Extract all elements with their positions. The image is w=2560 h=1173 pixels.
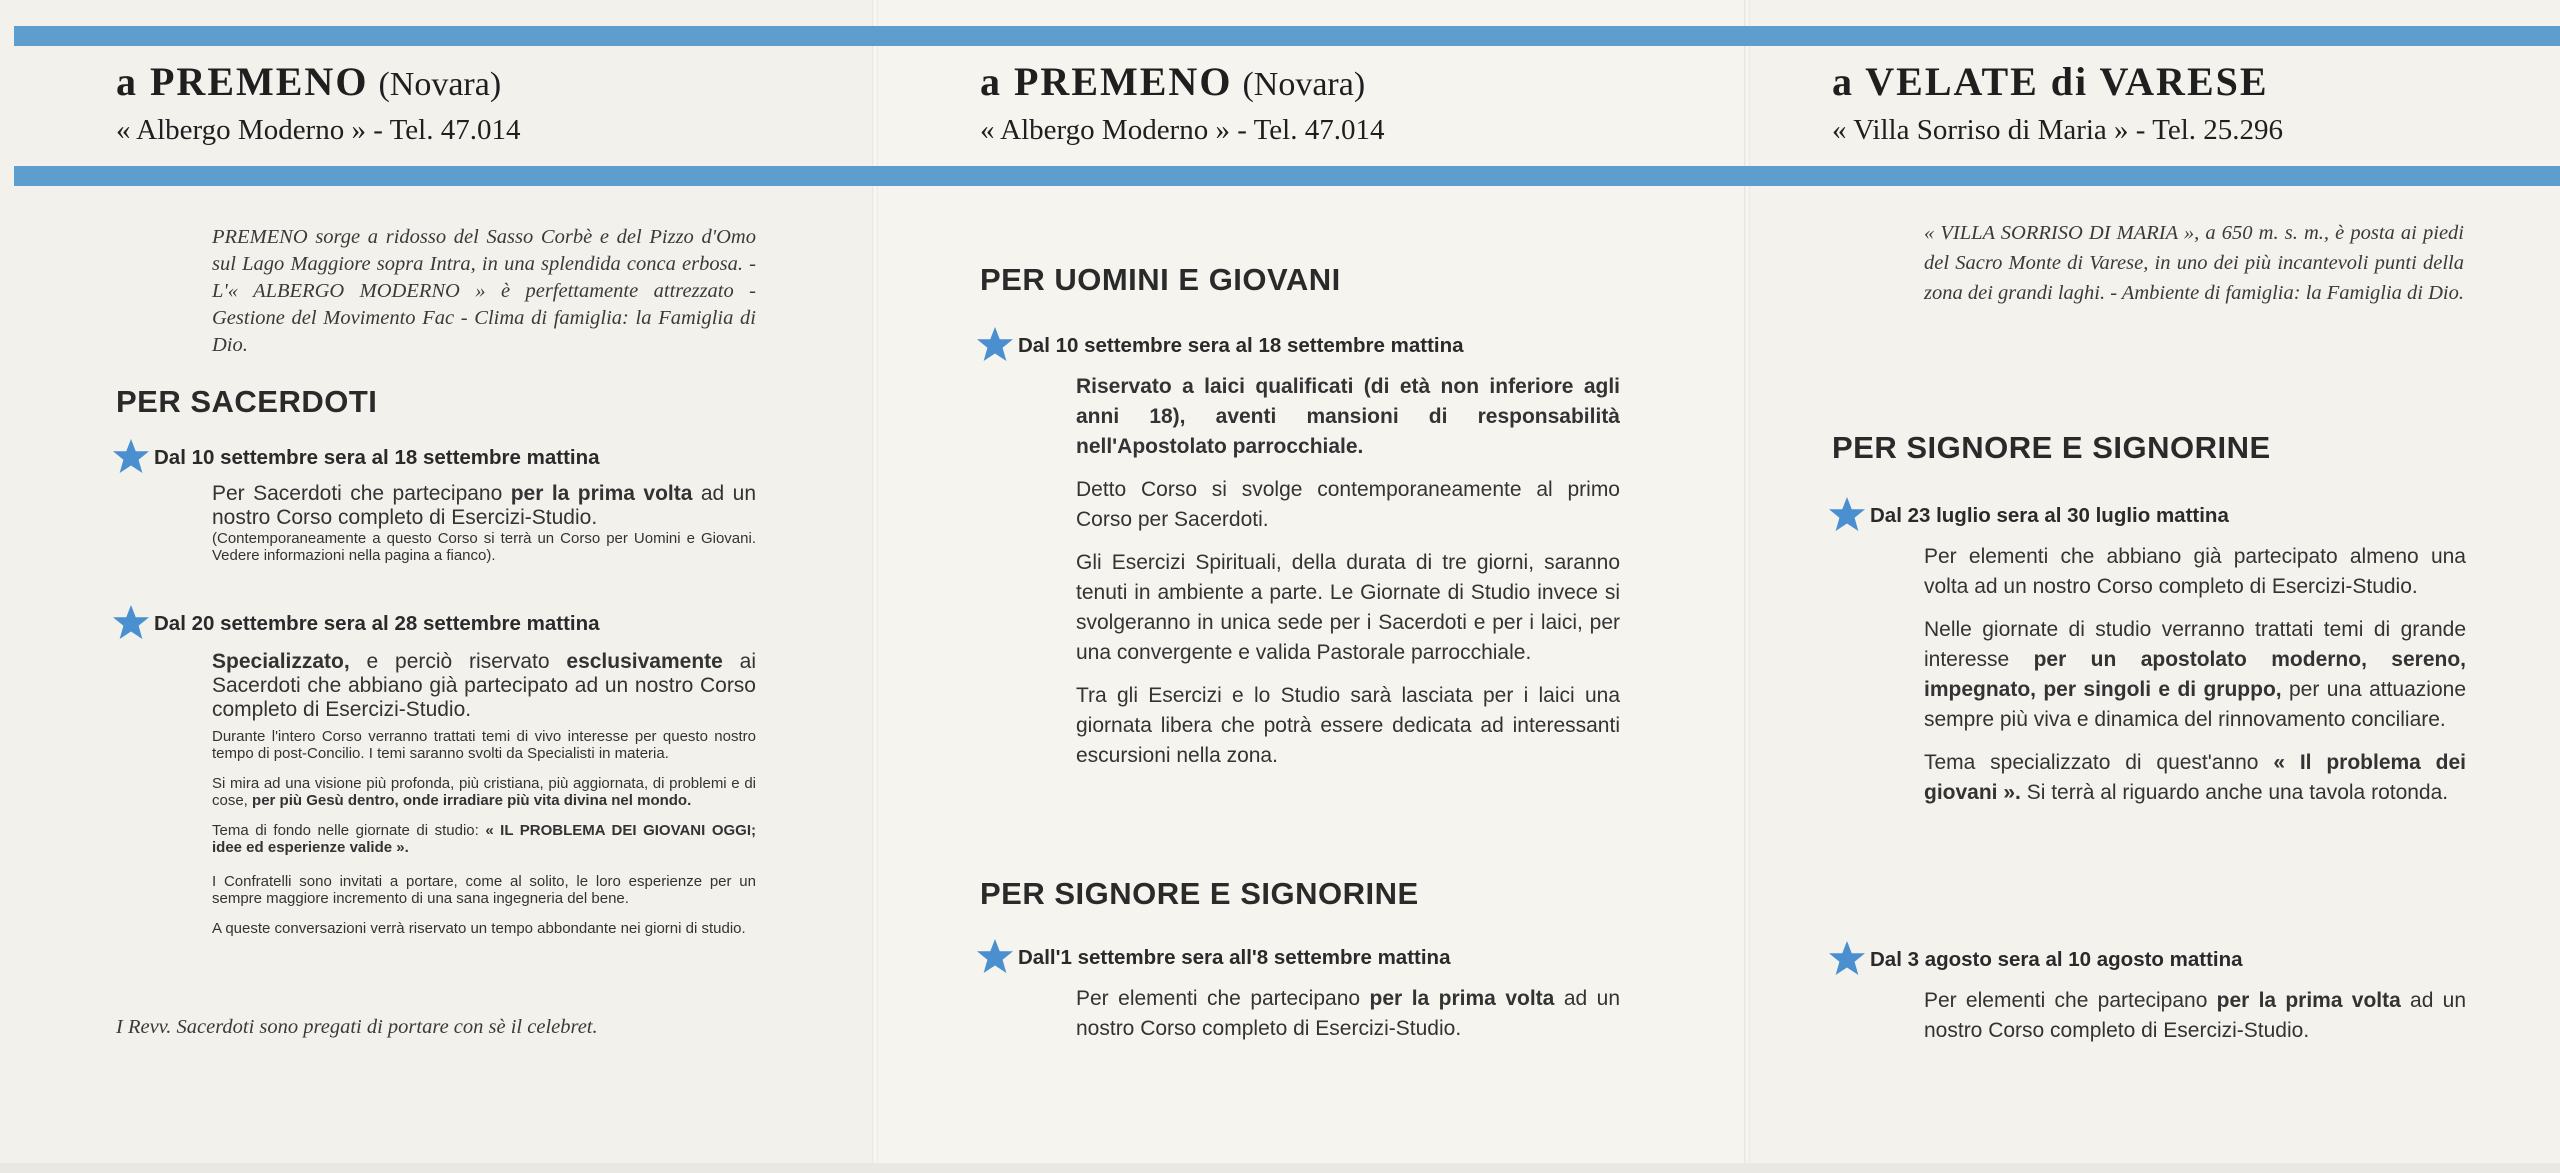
blue-band-top: [14, 26, 872, 46]
panel-premeno-laici: [872, 0, 1744, 1173]
course-date: [976, 322, 1464, 358]
blue-band-bottom: [14, 166, 872, 186]
blue-band-top: [872, 26, 1744, 46]
star-icon: [976, 938, 1014, 974]
course-date: [1828, 492, 2229, 528]
header-province: (Novara): [1242, 66, 1366, 103]
bottom-edge: [0, 1163, 2560, 1173]
course-description: Riservato a laici qualificati (di età non inferiore agli anni 18), aventi mansioni di responsabilità nell'Apostolato parrocchiale. Detto Corso si svolge contemporaneamente al primo Corso per Sacerdoti. Gli Esercizi Spirituali, della durata di tre giorni, saranno tenuti in ambiente a parte. Le Giornate di Studio invece si svolgeranno in unica sede per i Sacerdoti e per i laici, per una convergente e valida Pastorale parrocchiale. Tra gli Esercizi e lo Studio sarà lasciata per i laici una giornata libera che potrà essere dedicata ad interessanti escursioni nella zona.: [1076, 375, 1620, 767]
intro-text: « VILLA SORRISO DI MARIA », a 650 m. s. m., è posta ai piedi del Sacro Monte di Varese, in uno dei più incantevoli punti della zona dei grandi laghi. - Ambiente di famiglia: la Famiglia di Dio.: [1924, 222, 2464, 304]
course-description: Per elementi che partecipano per la prima volta ad un nostro Corso completo di Esercizi-Studio.: [1924, 989, 2467, 1042]
header-venue: « Albergo Moderno » - Tel. 47.014: [980, 114, 1385, 146]
section-title: PER SIGNORE E SIGNORINE: [1832, 430, 2271, 465]
course-date-text: Dal 20 settembre sera al 28 settembre mattina: [154, 612, 600, 635]
header-place: a PREMENO: [980, 59, 1233, 104]
course-description: Per elementi che abbiano già partecipato almeno una volta ad un nostro Corso completo di Esercizi-Studio. Nelle giornate di studio verranno trattati temi di grande interesse per un apostolato moderno, sereno, impegnato, per singoli e di gruppo, per una attuazione sempre più viva e dinamica del rinnovamento conciliare. Tema specializzato di quest'anno « Il problema dei giovani ». Si terrà al riguardo anche una tavola rotonda.: [1924, 545, 2467, 804]
blue-band-top: [1744, 26, 2560, 46]
star-icon: [1828, 496, 1866, 532]
section-title: PER SACERDOTI: [116, 384, 378, 419]
header-venue: « Albergo Moderno » - Tel. 47.014: [116, 114, 521, 146]
course-date-text: Dall'1 settembre sera all'8 settembre mattina: [1018, 946, 1451, 969]
course-date-text: Dal 10 settembre sera al 18 settembre mattina: [154, 446, 600, 469]
blue-band-bottom: [872, 166, 1744, 186]
header-venue: « Villa Sorriso di Maria » - Tel. 25.296: [1832, 114, 2284, 146]
star-icon: [976, 326, 1014, 362]
star-icon: [112, 438, 150, 474]
blue-band-bottom: [1744, 166, 2560, 186]
course-description: Specializzato, e perciò riservato esclusivamente ai Sacerdoti che abbiano già partecipato ad un nostro Corso completo di Esercizi-Studio. Durante l'intero Corso verranno trattati temi di vivo interesse per questo nostro tempo di post-Concilio. I temi saranno svolti da Specialisti in materia. Si mira ad una visione più profonda, più cristiana, più aggiornata, di problemi e di cose, per più Gesù dentro, onde irradiare più vita divina nel mondo. Tema di fondo nelle giornate di studio: « IL PROBLEMA DEI GIOVANI OGGI; idee ed esperienze valide ». I Confratelli sono invitati a portare, come al solito, le loro esperienze per un sempre maggiore incremento di una sana ingegneria del bene. A queste conversazioni verrà riservato un tempo abbondante nei giorni di studio.: [212, 650, 756, 937]
course-date: [1828, 936, 2243, 972]
header-title: [116, 59, 520, 104]
header-title: [980, 59, 1384, 104]
section-title: PER SIGNORE E SIGNORINE: [980, 876, 1419, 911]
star-icon: [1828, 940, 1866, 976]
header-title: [1832, 59, 2283, 104]
panel-velate-signore: [1744, 0, 2560, 1173]
course-date: [112, 434, 600, 470]
course-note: (Contemporaneamente a questo Corso si terrà un Corso per Uomini e Giovani. Vedere informazioni nella pagina a fianco).: [212, 530, 756, 564]
panel-header: [1832, 59, 2284, 147]
course-date: [112, 600, 600, 636]
course-date: [976, 934, 1450, 970]
panel-header: [116, 59, 521, 147]
header-place: a PREMENO: [116, 59, 369, 104]
panel-premeno-sacerdoti: [0, 0, 872, 1173]
course-date-text: Dal 10 settembre sera al 18 settembre mattina: [1018, 334, 1464, 357]
course-date-text: Dal 23 luglio sera al 30 luglio mattina: [1870, 504, 2229, 527]
footer-note: I Revv. Sacerdoti sono pregati di portare con sè il celebret.: [116, 1016, 598, 1038]
course-description: Per Sacerdoti che partecipano per la prima volta ad un nostro Corso completo di Esercizi-Studio. (Contemporaneamente a questo Corso si terrà un Corso per Uomini e Giovani. Vedere informazioni nella pagina a fianco).: [212, 482, 756, 564]
intro-text: PREMENO sorge a ridosso del Sasso Corbè e del Pizzo d'Omo sul Lago Maggiore sopra Intra, in una splendida conca erbosa. - L'« ALBERGO MODERNO » è perfettamente attrezzato - Gestione del Movimento Fac - Clima di famiglia: la Famiglia di Dio.: [212, 226, 756, 356]
course-description: Per elementi che partecipano per la prima volta ad un nostro Corso completo di Esercizi-Studio.: [1076, 987, 1621, 1040]
section-title: PER UOMINI E GIOVANI: [980, 262, 1341, 297]
header-province: (Novara): [378, 66, 502, 103]
star-icon: [112, 604, 150, 640]
course-date-text: Dal 3 agosto sera al 10 agosto mattina: [1870, 948, 2243, 971]
panel-header: [980, 59, 1385, 147]
header-place: a VELATE di VARESE: [1832, 59, 2269, 104]
